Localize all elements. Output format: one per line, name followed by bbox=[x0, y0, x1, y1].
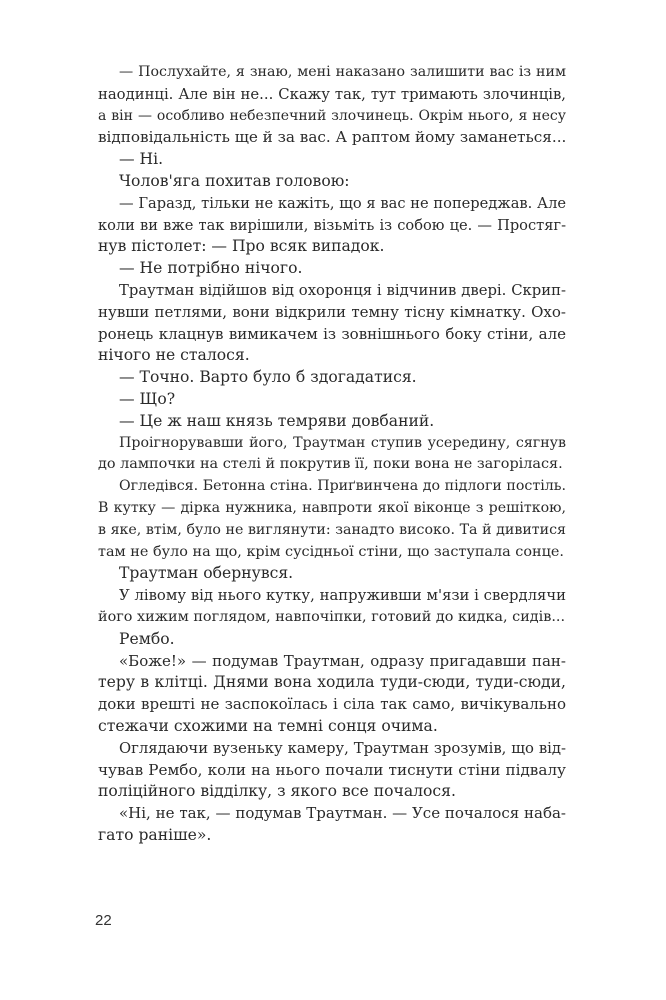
paragraph bbox=[98, 193, 566, 258]
text-line: стежачи схожими на темні сонця очима. bbox=[98, 716, 438, 735]
text-line: поліційного відділку, з якого все почалося. bbox=[98, 782, 456, 801]
text-line: а він — особливо небезпечний злочинець. Окрім нього, я несу bbox=[98, 107, 566, 124]
text-line: Огледівся. Бетонна стіна. Приґвинчена до підлоги постіль. bbox=[119, 478, 566, 495]
text-line: в яке, втім, було не виглянути: занадто високо. Та й дивитися bbox=[98, 521, 566, 538]
text-line: Траутман відійшов від охоронця і відчинив двері. Скрип- bbox=[119, 281, 566, 299]
text-line: там не було на що, крім сусідньої стіни, що заступала сонце. bbox=[98, 543, 564, 560]
text-line: Проігнорувавши його, Траутман ступив усередину, сягнув bbox=[119, 434, 566, 451]
text-line: доки врешті не заспокоїлась і сіла так само, вичікувально bbox=[98, 695, 566, 714]
paragraph bbox=[98, 367, 566, 389]
page-number: 22 bbox=[95, 912, 112, 929]
body-text bbox=[98, 62, 566, 847]
paragraph bbox=[98, 280, 566, 367]
text-line: Рембо. bbox=[119, 629, 175, 648]
paragraph bbox=[98, 651, 566, 738]
text-line: до лампочки на стелі й покрутив її, поки вона не загорілася. bbox=[98, 456, 563, 473]
paragraph bbox=[98, 585, 566, 629]
text-line: гато раніше». bbox=[98, 825, 212, 844]
paragraph bbox=[98, 149, 566, 171]
paragraph bbox=[98, 389, 566, 411]
text-line: Чолов'яга похитав головою: bbox=[119, 171, 350, 190]
text-line: — Послухайте, я знаю, мені наказано залишити вас із ним bbox=[119, 64, 566, 80]
text-line: «Ні, не так, — подумав Траутман. — Усе почалося наба- bbox=[119, 804, 566, 823]
text-line: теру в клітці. Днями вона ходила туди-сюди, туди-сюди, bbox=[98, 673, 566, 692]
text-line: — Що? bbox=[119, 389, 176, 408]
paragraph bbox=[98, 738, 566, 803]
paragraph bbox=[98, 411, 566, 433]
paragraph bbox=[98, 62, 566, 149]
text-line: наодинці. Але він не... Скажу так, тут тримають злочинців, bbox=[98, 85, 566, 103]
text-line: У лівому від нього кутку, напруживши м'язи і свердлячи bbox=[119, 587, 566, 605]
paragraph bbox=[98, 476, 566, 563]
text-line: — Ні. bbox=[119, 150, 164, 169]
paragraph bbox=[98, 629, 566, 651]
text-line: В кутку — дірка нужника, навпроти якої віконце з решіткою, bbox=[98, 499, 566, 516]
text-line: відповідальність ще й за вас. А раптом йому заманеться... bbox=[98, 128, 566, 147]
text-line: його хижим поглядом, навпочіпки, готовий до кидка, сидів... bbox=[98, 608, 566, 625]
paragraph bbox=[98, 803, 566, 847]
text-line: Оглядаючи вузеньку камеру, Траутман зрозумів, що від- bbox=[119, 739, 566, 757]
paragraph bbox=[98, 433, 566, 477]
text-line: нувши петлями, вони відкрили темну тісну кімнатку. Охо- bbox=[98, 302, 566, 321]
text-line: чував Рембо, коли на нього почали тиснути стіни підвалу bbox=[98, 760, 566, 779]
paragraph bbox=[98, 258, 566, 280]
text-line: нічого не сталося. bbox=[98, 346, 250, 365]
text-line: — Точно. Варто було б здогадатися. bbox=[119, 368, 417, 387]
text-line: нув пістолет: — Про всяк випадок. bbox=[98, 237, 385, 256]
text-line: — Не потрібно нічого. bbox=[119, 259, 303, 278]
text-line: коли ви вже так вирішили, візьміть із собою це. — Простяг- bbox=[98, 216, 566, 234]
text-line: ронець клацнув вимикачем із зовнішнього боку стіни, але bbox=[98, 324, 566, 343]
paragraph bbox=[98, 171, 566, 193]
text-line: Траутман обернувся. bbox=[119, 564, 294, 583]
paragraph bbox=[98, 563, 566, 585]
text-line: «Боже!» — подумав Траутман, одразу пригадавши пан- bbox=[119, 651, 566, 670]
text-line: — Гаразд, тільки не кажіть, що я вас не попереджав. Але bbox=[119, 194, 566, 212]
text-line: — Це ж наш князь темряви довбаний. bbox=[119, 411, 435, 430]
